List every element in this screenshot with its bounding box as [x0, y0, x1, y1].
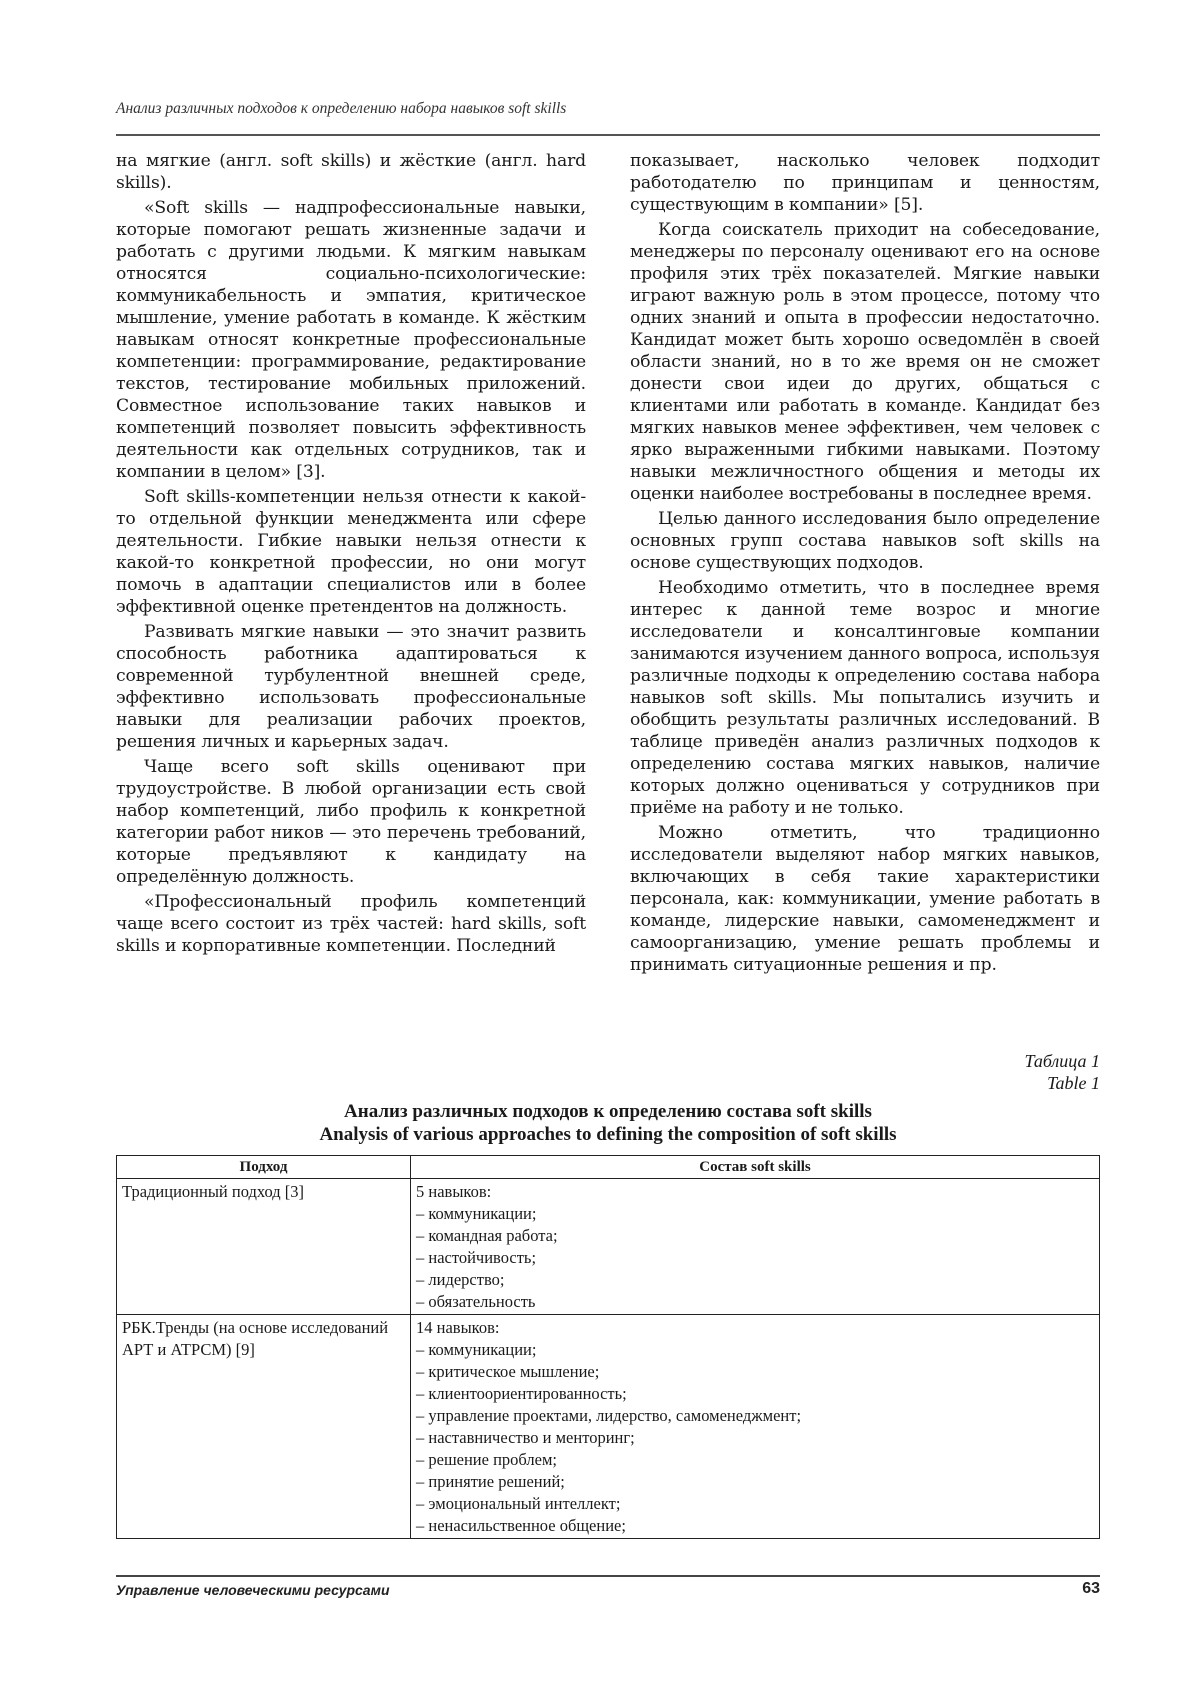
page-number: 63: [1082, 1580, 1100, 1597]
skills-cell: [411, 1179, 1100, 1315]
right-column: [630, 150, 1100, 1040]
paragraph: на мягкие (англ. soft skills) и жёсткие (англ. hard skills).: [116, 151, 586, 193]
table-row: [117, 1315, 1100, 1539]
skills-table: [116, 1155, 1100, 1539]
table-label-ru: Таблица 1: [1024, 1051, 1100, 1071]
skill-line: – наставничество и менторинг;: [416, 1428, 635, 1447]
skills-cell: [411, 1315, 1100, 1539]
skill-line: – коммуникации;: [416, 1204, 537, 1223]
paragraph: Soft skills-компетенции нельзя отнести к какой-то отдельной функции менеджмента или сфере деятельности. Гибкие навыки нельзя отнести к какой-то конкретной профессии, но они могут помочь в адаптации специалистов или в более эффективной оценке претендентов на должность.: [116, 487, 586, 617]
paragraph: Развивать мягкие навыки — это значит развить способность работника адаптироваться к современной турбулентной внешней среде, эффективно использовать профессиональные навыки для реализации рабочих проектов, решения личных и карьерных задач.: [116, 622, 586, 752]
table-row: [117, 1179, 1100, 1315]
paragraph: «Профессиональный профиль компетенций чаще всего состоит из трёх частей: hard skills, soft skills и корпоративные компетенции. Последний: [116, 892, 586, 956]
skill-line: – критическое мышление;: [416, 1362, 600, 1381]
approach-cell: Традиционный подход [3]: [117, 1179, 411, 1315]
body-columns: [116, 150, 1100, 1040]
left-column: [116, 150, 586, 1040]
skill-line: – настойчивость;: [416, 1248, 537, 1267]
paragraph: Необходимо отметить, что в последнее время интерес к данной теме возрос и многие исследователи и консалтинговые компании занимаются изучением данного вопроса, используя различные подходы к определению состава набора навыков soft skills. Мы попытались изучить и обобщить результаты различных исследований. В таблице приведён анализ различных подходов к определению состава мягких навыков, наличие которых должно оцениваться у сотрудников при приёме на работу и не только.: [630, 578, 1100, 818]
table-title-ru: Анализ различных подходов к определению состава soft skills: [344, 1101, 872, 1122]
skill-line: – эмоциональный интеллект;: [416, 1494, 621, 1513]
header-skills: Состав soft skills: [411, 1156, 1100, 1179]
paragraph: Когда соискатель приходит на собеседование, менеджеры по персоналу оценивают его на основе профиля этих трёх показателей. Мягкие навыки играют важную роль в этом процессе, потому что одних знаний и опыта в профессии недостаточно. Кандидат может быть хорошо осведомлён в своей области знаний, но в то же время он не сможет донести свои идеи до других, общаться с клиентами или работать в команде. Кандидат без мягких навыков менее эффективен, чем человек с ярко выраженными гибкими навыками. Поэтому навыки межличностного общения и методы их оценки наиболее востребованы в последнее время.: [630, 220, 1100, 504]
skill-line: – обязательность: [416, 1292, 536, 1311]
skill-line: – управление проектами, лидерство, самоменеджмент;: [416, 1406, 802, 1425]
skill-line: – командная работа;: [416, 1226, 558, 1245]
skill-line: – принятие решений;: [416, 1472, 565, 1491]
footer-rule: [116, 1575, 1100, 1577]
skill-line: – ненасильственное общение;: [416, 1516, 626, 1535]
header-approach: Подход: [117, 1156, 411, 1179]
approach-cell: РБК.Тренды (на основе исследований АРТ и АТРСМ) [9]: [117, 1315, 411, 1539]
table-label-en: Table 1: [1047, 1073, 1100, 1093]
paragraph: Можно отметить, что традиционно исследователи выделяют набор мягких навыков, включающих в себя такие характеристики персонала, как: коммуникации, умение работать в команде, лидерские навыки, самоменеджмент и самоорганизацию, умение решать проблемы и принимать ситуационные решения и пр.: [630, 823, 1100, 975]
table-header-row: [117, 1156, 1100, 1179]
footer-journal-name: Управление человеческими ресурсами: [116, 1582, 390, 1598]
paragraph: показывает, насколько человек подходит работодателю по принципам и ценностям, существующим в компании» [5].: [630, 151, 1100, 215]
skill-line: – решение проблем;: [416, 1450, 557, 1469]
skill-line: – клиентоориентированность;: [416, 1384, 627, 1403]
header-rule: [116, 134, 1100, 136]
running-header: Анализ различных подходов к определению набора навыков soft skills: [116, 100, 567, 117]
paragraph: «Soft skills — надпрофессиональные навыки, которые помогают решать жизненные задачи и работать с другими людьми. К мягким навыкам относятся социально-психологические: коммуникабельность и эмпатия, критическое мышление, умение работать в команде. К жёстким навыкам относят конкретные профессиональные компетенции: программирование, редактирование текстов, тестирование мобильных приложений. Совместное использование таких навыков и компетенций позволяет повысить эффективность деятельности как отдельных сотрудников, так и компании в целом» [3].: [116, 198, 586, 482]
skill-line: 14 навыков:: [416, 1318, 500, 1337]
paragraph: Целью данного исследования было определение основных групп состава навыков soft skills на основе существующих подходов.: [630, 509, 1100, 573]
skill-line: 5 навыков:: [416, 1182, 492, 1201]
skill-line: – коммуникации;: [416, 1340, 537, 1359]
table-title-en: Analysis of various approaches to defining the composition of soft skills: [319, 1124, 897, 1145]
paragraph: Чаще всего soft skills оценивают при трудоустройстве. В любой организации есть свой набор компетенций, либо профиль к конкретной категории работ ников — это перечень требований, которые предъявляют к кандидату на определённую должность.: [116, 757, 586, 887]
skill-line: – лидерство;: [416, 1270, 505, 1289]
